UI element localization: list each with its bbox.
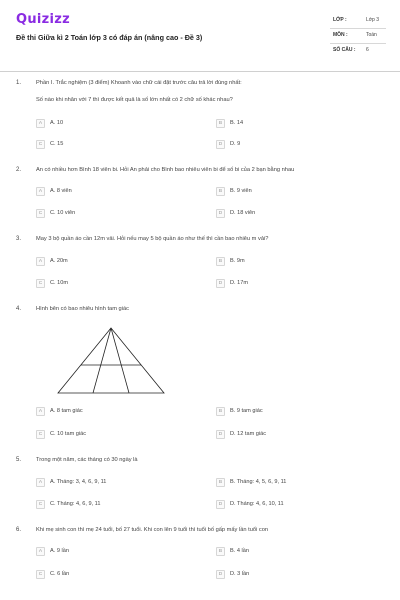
question-text: May 3 bộ quần áo cần 12m vải. Hỏi nếu may 5 bộ quần áo như thế thì cần bao nhiêu m vải?: [36, 236, 269, 242]
option-letter-box: C: [36, 140, 45, 149]
answer-option[interactable]: [216, 256, 245, 266]
answer-option[interactable]: [216, 208, 255, 218]
worksheet-meta: [330, 14, 386, 59]
option-letter-box: A: [36, 257, 45, 266]
option-text: C. 15: [50, 141, 64, 147]
triangle-figure: [56, 326, 166, 396]
answer-option[interactable]: [36, 118, 63, 128]
outer-triangle: [58, 328, 164, 393]
option-letter-box: A: [36, 407, 45, 416]
answer-option[interactable]: [36, 256, 68, 266]
question-number: 3.: [16, 236, 22, 242]
answer-option[interactable]: [36, 546, 69, 556]
option-letter-box: B: [216, 407, 225, 416]
answer-option[interactable]: [36, 278, 68, 288]
answer-option[interactable]: [216, 499, 284, 509]
answer-option[interactable]: [216, 569, 249, 579]
option-letter-box: D: [216, 570, 225, 579]
answer-option[interactable]: [36, 499, 100, 509]
option-text: B. Tháng: 4, 5, 6, 9, 11: [230, 479, 287, 485]
option-text: A. 20m: [50, 258, 68, 264]
answer-option[interactable]: [216, 546, 249, 556]
answer-option[interactable]: [216, 477, 286, 487]
answer-option[interactable]: [216, 278, 248, 288]
worksheet-header: [0, 0, 400, 70]
option-text: B. 9 viên: [230, 188, 252, 194]
option-text: D. 3 lần: [230, 571, 250, 577]
answer-option[interactable]: [36, 429, 86, 439]
option-text: C. 10m: [50, 280, 69, 286]
option-text: B. 4 lần: [230, 548, 249, 554]
answer-option[interactable]: [36, 139, 63, 149]
meta-value: Toán: [366, 32, 377, 38]
question-number: 6.: [16, 527, 22, 533]
option-text: D. Tháng: 4, 6, 10, 11: [230, 501, 284, 507]
option-text: D. 17m: [230, 280, 249, 286]
option-letter-box: C: [36, 500, 45, 509]
answer-option[interactable]: [216, 406, 263, 416]
option-text: B. 9 tam giác: [230, 408, 263, 414]
inner-line-left: [93, 328, 111, 393]
meta-value: 6: [366, 47, 369, 53]
option-letter-box: D: [216, 430, 225, 439]
option-letter-box: D: [216, 279, 225, 288]
option-letter-box: C: [36, 430, 45, 439]
inner-line-right: [111, 328, 129, 393]
option-text: A. 8 viên: [50, 188, 72, 194]
option-letter-box: A: [36, 547, 45, 556]
option-letter-box: D: [216, 209, 225, 218]
option-text: D. 12 tam giác: [230, 431, 267, 437]
answer-option[interactable]: [216, 429, 266, 439]
worksheet-title: Đề thi Giữa kì 2 Toán lớp 3 có đáp án (nâng cao - Đề 3): [16, 33, 203, 42]
option-text: D. 18 viên: [230, 210, 256, 216]
meta-label: SỐ CÂU :: [333, 47, 356, 53]
answer-option[interactable]: [36, 406, 83, 416]
option-letter-box: C: [36, 279, 45, 288]
answer-option[interactable]: [216, 118, 243, 128]
option-letter-box: C: [36, 209, 45, 218]
option-letter-box: B: [216, 119, 225, 128]
option-text: B. 14: [230, 120, 244, 126]
question-text: Hình bên có bao nhiêu hình tam giác: [36, 306, 129, 312]
meta-row-class: [330, 14, 386, 29]
meta-label: MÔN :: [333, 32, 348, 38]
option-letter-box: A: [36, 478, 45, 487]
option-text: C. 6 lần: [50, 571, 70, 577]
question-text: Khi mẹ sinh con thì mẹ 24 tuổi, bố 27 tuổi. Khi con lên 9 tuổi thì tuổi bố gấp mấy lần tuổi con: [36, 527, 269, 533]
option-text: D. 9: [230, 141, 241, 147]
option-text: A. 10: [50, 120, 64, 126]
question-text: An có nhiều hơn Bình 18 viên bi. Hỏi An phải cho Bình bao nhiêu viên bi để số bi của 2 bạn bằng nhau: [36, 167, 295, 173]
quizizz-logo: Quizizz: [16, 12, 71, 27]
question-text: Số nào khi nhân với 7 thì được kết quả là số lớn nhất có 2 chữ số khác nhau?: [36, 97, 233, 103]
option-letter-box: D: [216, 500, 225, 509]
meta-value: Lớp 3: [366, 17, 380, 23]
option-text: C. Tháng: 4, 6, 9, 11: [50, 501, 101, 507]
option-text: A. Tháng: 3, 4, 6, 9, 11: [50, 479, 107, 485]
option-letter-box: B: [216, 547, 225, 556]
answer-option[interactable]: [36, 477, 106, 487]
option-letter-box: D: [216, 140, 225, 149]
option-text: A. 9 lần: [50, 548, 69, 554]
question-text: Trong một năm, các tháng có 30 ngày là: [36, 457, 138, 463]
option-text: B. 9m: [230, 258, 245, 264]
option-letter-box: B: [216, 257, 225, 266]
question-text: Phần I. Trắc nghiệm (3 điểm) Khoanh vào chữ cái đặt trước câu trả lời đúng nhất:: [36, 80, 242, 86]
answer-option[interactable]: [36, 569, 69, 579]
question-number: 1.: [16, 80, 22, 86]
meta-row-count: [330, 44, 386, 59]
question-number: 5.: [16, 457, 22, 463]
option-text: C. 10 viên: [50, 210, 76, 216]
answer-option[interactable]: [216, 139, 240, 149]
option-letter-box: B: [216, 478, 225, 487]
answer-option[interactable]: [36, 186, 72, 196]
meta-row-subject: [330, 29, 386, 44]
option-letter-box: B: [216, 187, 225, 196]
option-letter-box: A: [36, 119, 45, 128]
option-text: A. 8 tam giác: [50, 408, 83, 414]
answer-option[interactable]: [36, 208, 75, 218]
question-number: 4.: [16, 306, 22, 312]
header-divider: [0, 71, 400, 72]
question-number: 2.: [16, 167, 22, 173]
meta-label: LỚP :: [333, 17, 347, 23]
option-text: C. 10 tam giác: [50, 431, 87, 437]
answer-option[interactable]: [216, 186, 252, 196]
option-letter-box: C: [36, 570, 45, 579]
option-letter-box: A: [36, 187, 45, 196]
